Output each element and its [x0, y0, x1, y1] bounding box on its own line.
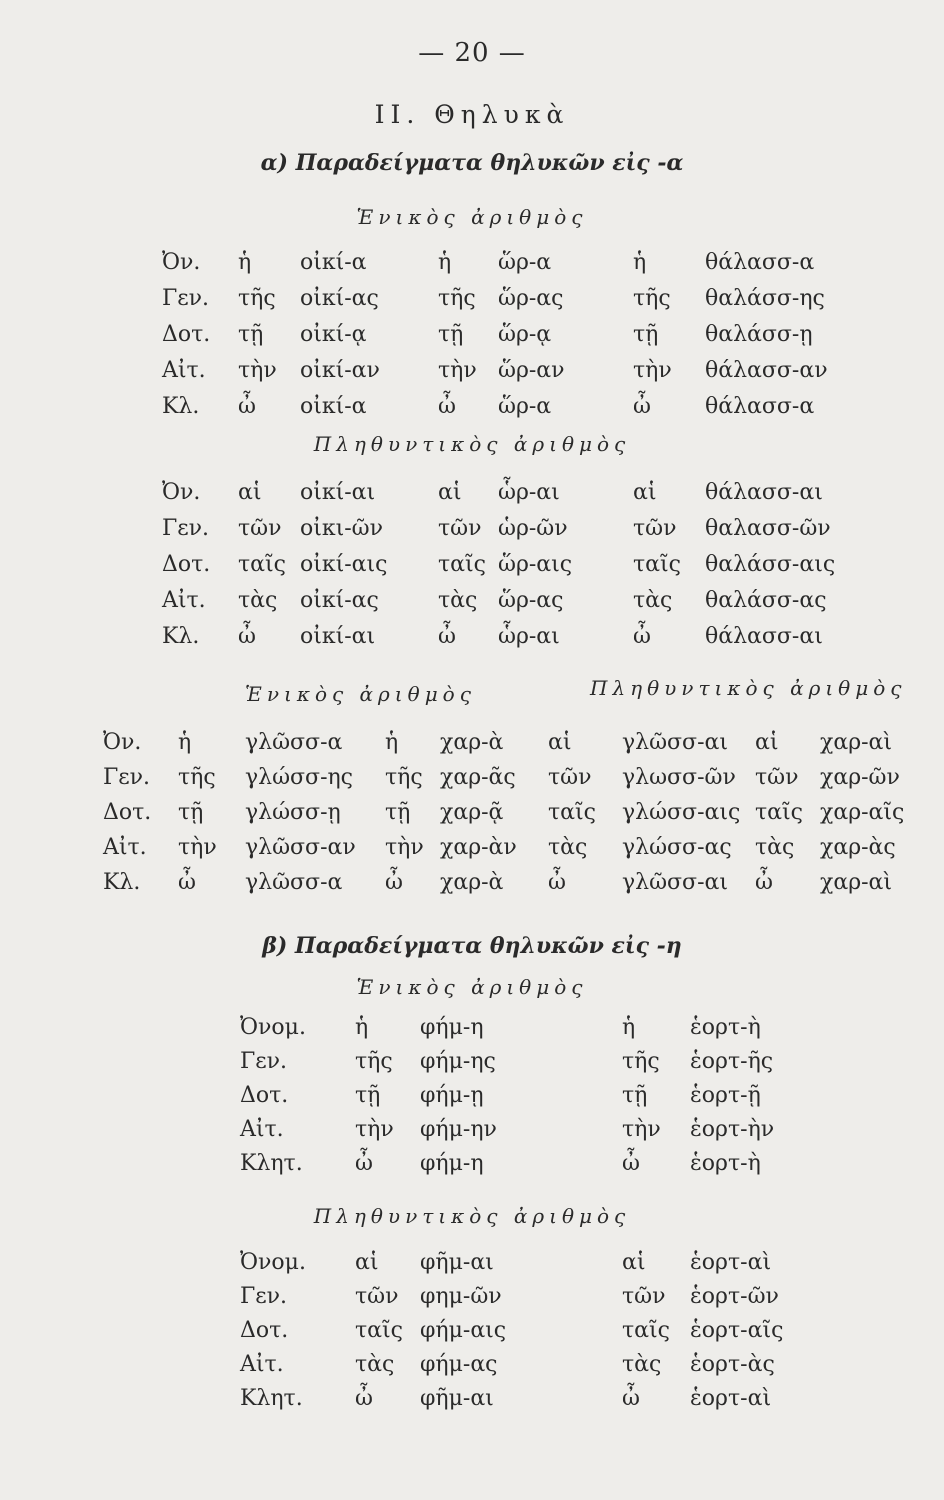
article-2: τὴν	[438, 358, 477, 383]
case-label: Κλητ.	[240, 1151, 303, 1176]
article-1: ὦ	[355, 1151, 373, 1176]
case-label: Κλ.	[103, 870, 141, 895]
case-label: Κλητ.	[240, 1386, 303, 1411]
article-3: τῇ	[633, 322, 659, 347]
noun-1: οἰκί-αι	[300, 624, 376, 649]
noun-1: φήμ-ην	[420, 1117, 497, 1142]
pl-noun-1: γλωσσ-ῶν	[622, 765, 736, 790]
article-2: αἱ	[622, 1250, 646, 1275]
noun-3: θάλασσ-α	[705, 250, 815, 275]
article-1: ταῖς	[355, 1318, 403, 1343]
noun-2: ἑορτ-ῆς	[690, 1049, 774, 1074]
article-3: ἡ	[633, 250, 647, 275]
article-2: τῶν	[438, 516, 482, 541]
noun-2: ὥρ-ας	[498, 588, 564, 613]
sg-noun-2: χαρ-ὰ	[440, 730, 504, 755]
case-label: Δοτ.	[162, 322, 211, 347]
case-label: Γεν.	[162, 286, 210, 311]
article-2: ταῖς	[438, 552, 486, 577]
article-2: ὦ	[622, 1151, 640, 1176]
case-label: Ὀν.	[162, 480, 201, 505]
section-title: II. Θηλυκὰ	[374, 100, 570, 129]
article-2: τῶν	[622, 1284, 666, 1309]
article-3: ταῖς	[633, 552, 681, 577]
pl-noun-1: γλῶσσ-αι	[622, 730, 728, 755]
sg-article-2: τὴν	[385, 835, 424, 860]
noun-3: θάλασσ-α	[705, 394, 815, 419]
noun-3: θαλάσσ-ῃ	[705, 322, 813, 347]
noun-3: θάλασσ-αι	[705, 624, 823, 649]
article-3: ὦ	[633, 624, 651, 649]
article-2: ταῖς	[622, 1318, 670, 1343]
table-row	[0, 394, 944, 430]
article-3: τῆς	[633, 286, 671, 311]
pl-article-2: ταῖς	[755, 800, 803, 825]
article-1: τὰς	[238, 588, 278, 613]
table-row	[0, 800, 944, 836]
case-label: Γεν.	[103, 765, 151, 790]
sg-article-1: ὦ	[178, 870, 196, 895]
noun-3: θαλάσσ-αις	[705, 552, 836, 577]
article-1: τῆς	[355, 1049, 393, 1074]
table-row	[0, 322, 944, 358]
noun-2: ἑορτ-ὴν	[690, 1117, 775, 1142]
article-3: ὦ	[633, 394, 651, 419]
pl-noun-1: γλώσσ-ας	[622, 835, 732, 860]
article-1: τὰς	[355, 1352, 395, 1377]
table-row	[0, 516, 944, 552]
article-1: τῇ	[238, 322, 264, 347]
noun-1: οἰκί-ᾳ	[300, 322, 367, 347]
part-a-plural-label: Πληθυντικὸς ἀριθμὸς	[313, 432, 631, 456]
noun-2: ὡρ-ῶν	[498, 516, 568, 541]
article-1: τὴν	[355, 1117, 394, 1142]
table-row	[0, 552, 944, 588]
case-label: Αἰτ.	[240, 1117, 284, 1142]
noun-2: ἑορτ-αὶ	[690, 1386, 772, 1411]
pl-article-2: αἱ	[755, 730, 779, 755]
noun-2: ἑορτ-αῖς	[690, 1318, 784, 1343]
noun-1: οἰκί-αι	[300, 480, 376, 505]
sg-noun-2: χαρ-ᾷ	[440, 800, 504, 825]
sg-article-2: ἡ	[385, 730, 399, 755]
article-3: αἱ	[633, 480, 657, 505]
pl-article-2: ὦ	[755, 870, 773, 895]
noun-1: φῆμ-αι	[420, 1386, 494, 1411]
case-label: Δοτ.	[162, 552, 211, 577]
article-2: τῇ	[438, 322, 464, 347]
case-label: Ὀνομ.	[240, 1015, 306, 1040]
part-a-second-plural-label: Πληθυντικὸς ἀριθμὸς	[590, 676, 907, 700]
sg-article-1: τῇ	[178, 800, 204, 825]
pl-article-1: τὰς	[548, 835, 588, 860]
pl-article-1: ὦ	[548, 870, 566, 895]
article-1: τὴν	[238, 358, 277, 383]
noun-3: θάλασσ-αι	[705, 480, 823, 505]
article-3: τὴν	[633, 358, 672, 383]
pl-noun-2: χαρ-αὶ	[820, 870, 893, 895]
case-label: Ὀν.	[162, 250, 201, 275]
article-1: ὦ	[238, 394, 256, 419]
noun-3: θάλασσ-αν	[705, 358, 828, 383]
noun-3: θαλασσ-ῶν	[705, 516, 831, 541]
noun-2: ἑορτ-ὴ	[690, 1151, 761, 1176]
table-row	[0, 1318, 944, 1354]
sg-noun-2: χαρ-ὰ	[440, 870, 504, 895]
article-3: τὰς	[633, 588, 673, 613]
noun-2: ὥρ-αις	[498, 552, 573, 577]
noun-1: οἰκι-ῶν	[300, 516, 383, 541]
noun-1: οἰκί-αις	[300, 552, 388, 577]
noun-2: ὥρ-α	[498, 394, 552, 419]
table-row	[0, 835, 944, 871]
pl-noun-2: χαρ-αὶ	[820, 730, 893, 755]
part-a-singular-label: Ἑνικὸς ἀριθμὸς	[356, 205, 588, 229]
table-row	[0, 250, 944, 286]
table-row	[0, 730, 944, 766]
article-2: ὦ	[622, 1386, 640, 1411]
pl-noun-2: χαρ-αῖς	[820, 800, 905, 825]
noun-2: ἑορτ-ῇ	[690, 1083, 761, 1108]
pl-article-1: αἱ	[548, 730, 572, 755]
sg-article-1: τὴν	[178, 835, 217, 860]
sg-noun-2: χαρ-ᾶς	[440, 765, 516, 790]
pl-noun-1: γλῶσσ-αι	[622, 870, 728, 895]
case-label: Γεν.	[162, 516, 210, 541]
article-1: ἡ	[355, 1015, 369, 1040]
noun-1: φῆμ-αι	[420, 1250, 494, 1275]
noun-1: οἰκί-α	[300, 394, 367, 419]
noun-1: φημ-ῶν	[420, 1284, 502, 1309]
article-1: αἱ	[238, 480, 262, 505]
case-label: Αἰτ.	[162, 588, 206, 613]
article-2: τὰς	[622, 1352, 662, 1377]
noun-2: ὥρ-αν	[498, 358, 565, 383]
article-1: αἱ	[355, 1250, 379, 1275]
noun-1: φήμ-αις	[420, 1318, 507, 1343]
noun-2: ὥρ-ᾳ	[498, 322, 552, 347]
article-2: τὴν	[622, 1117, 661, 1142]
sg-noun-1: γλῶσσ-α	[245, 730, 343, 755]
sg-noun-2: χαρ-ὰν	[440, 835, 517, 860]
noun-1: οἰκί-ας	[300, 286, 379, 311]
noun-2: ἑορτ-ῶν	[690, 1284, 779, 1309]
table-row	[0, 1386, 944, 1422]
sg-article-1: ἡ	[178, 730, 192, 755]
article-1: τῶν	[355, 1284, 399, 1309]
noun-3: θαλάσσ-ης	[705, 286, 825, 311]
case-label: Γεν.	[240, 1284, 288, 1309]
article-2: τῆς	[438, 286, 476, 311]
table-row	[0, 1352, 944, 1388]
sg-noun-1: γλῶσσ-α	[245, 870, 343, 895]
case-label: Αἰτ.	[103, 835, 147, 860]
sg-noun-1: γλώσσ-ῃ	[245, 800, 341, 825]
pl-noun-2: χαρ-ῶν	[820, 765, 900, 790]
pl-noun-2: χαρ-ὰς	[820, 835, 896, 860]
article-1: τῇ	[355, 1083, 381, 1108]
part-a-second-singular-label: Ἑνικὸς ἀριθμὸς	[245, 682, 476, 706]
table-row	[0, 870, 944, 906]
article-2: τῇ	[622, 1083, 648, 1108]
noun-1: οἰκί-αν	[300, 358, 380, 383]
table-row	[0, 286, 944, 322]
noun-2: ὧρ-αι	[498, 624, 560, 649]
article-2: ὦ	[438, 394, 456, 419]
table-row	[0, 1284, 944, 1320]
noun-1: οἰκί-α	[300, 250, 367, 275]
case-label: Γεν.	[240, 1049, 288, 1074]
case-label: Ὀνομ.	[240, 1250, 306, 1275]
case-label: Δοτ.	[240, 1318, 289, 1343]
article-1: ἡ	[238, 250, 252, 275]
article-2: ἡ	[622, 1015, 636, 1040]
table-row	[0, 1083, 944, 1119]
noun-1: οἰκί-ας	[300, 588, 379, 613]
noun-1: φήμ-ης	[420, 1049, 496, 1074]
article-1: τῆς	[238, 286, 276, 311]
sg-article-2: τῆς	[385, 765, 423, 790]
noun-1: φήμ-η	[420, 1151, 484, 1176]
noun-2: ἑορτ-αὶ	[690, 1250, 772, 1275]
noun-2: ὥρ-α	[498, 250, 552, 275]
sg-article-2: ὦ	[385, 870, 403, 895]
case-label: Κλ.	[162, 624, 200, 649]
noun-1: φήμ-ας	[420, 1352, 498, 1377]
article-2: τῆς	[622, 1049, 660, 1074]
pl-article-1: ταῖς	[548, 800, 596, 825]
article-1: ταῖς	[238, 552, 286, 577]
article-1: ὦ	[355, 1386, 373, 1411]
noun-1: φήμ-ῃ	[420, 1083, 484, 1108]
table-row	[0, 480, 944, 516]
table-row	[0, 1117, 944, 1153]
case-label: Ὀν.	[103, 730, 142, 755]
table-row	[0, 624, 944, 660]
article-2: ὦ	[438, 624, 456, 649]
table-row	[0, 358, 944, 394]
noun-2: ἑορτ-ὴ	[690, 1015, 761, 1040]
article-1: ὦ	[238, 624, 256, 649]
page-number: — 20 —	[418, 38, 526, 68]
pl-noun-1: γλώσσ-αις	[622, 800, 741, 825]
article-1: τῶν	[238, 516, 282, 541]
table-row	[0, 765, 944, 801]
part-b-plural-label: Πληθυντικὸς ἀριθμὸς	[313, 1204, 631, 1228]
sg-noun-1: γλῶσσ-αν	[245, 835, 356, 860]
article-3: τῶν	[633, 516, 677, 541]
table-row	[0, 1151, 944, 1187]
table-row	[0, 1049, 944, 1085]
case-label: Αἰτ.	[240, 1352, 284, 1377]
part-b-heading: β) Παραδείγματα θηλυκῶν εἰς -η	[262, 933, 682, 959]
article-2: τὰς	[438, 588, 478, 613]
part-a-heading: α) Παραδείγματα θηλυκῶν εἰς -α	[260, 150, 684, 176]
case-label: Δοτ.	[103, 800, 152, 825]
pl-article-2: τὰς	[755, 835, 795, 860]
noun-2: ἑορτ-ὰς	[690, 1352, 775, 1377]
case-label: Αἰτ.	[162, 358, 206, 383]
case-label: Δοτ.	[240, 1083, 289, 1108]
article-2: αἱ	[438, 480, 462, 505]
sg-noun-1: γλώσσ-ης	[245, 765, 354, 790]
part-b-singular-label: Ἑνικὸς ἀριθμὸς	[356, 975, 588, 999]
noun-2: ὥρ-ας	[498, 286, 564, 311]
sg-article-1: τῆς	[178, 765, 216, 790]
pl-article-2: τῶν	[755, 765, 799, 790]
table-row	[0, 588, 944, 624]
noun-2: ὧρ-αι	[498, 480, 560, 505]
noun-3: θαλάσσ-ας	[705, 588, 827, 613]
article-2: ἡ	[438, 250, 452, 275]
noun-1: φήμ-η	[420, 1015, 484, 1040]
table-row	[0, 1250, 944, 1286]
case-label: Κλ.	[162, 394, 200, 419]
sg-article-2: τῇ	[385, 800, 411, 825]
table-row	[0, 1015, 944, 1051]
pl-article-1: τῶν	[548, 765, 592, 790]
